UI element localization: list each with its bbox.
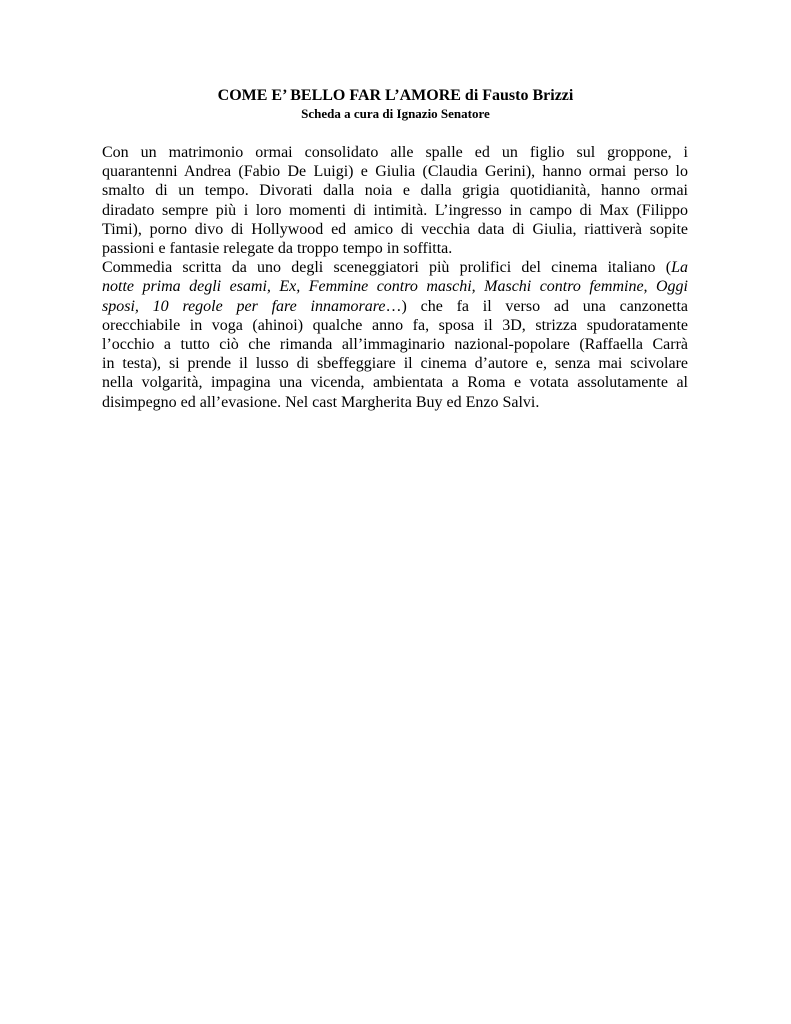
document-body [102,143,688,412]
body-line: in testa), si prende il lusso di sbeffeggiare il cinema d’autore e, senza mai scivolare [102,355,688,373]
body-line [102,297,688,316]
paragraph-review [102,258,688,412]
body-line [102,258,688,277]
document-title: COME E’ BELLO FAR L’AMORE di Fausto Brizzi [217,87,574,104]
body-line: smalto di un tempo. Divorati dalla noia e dalla grigia quotidianità, hanno ormai [102,182,688,200]
paragraph-plot [102,143,688,258]
body-line: Con un matrimonio ormai consolidato alle spalle ed un figlio sul groppone, i [102,144,688,161]
body-line: nella volgarità, impagina una vicenda, ambientata a Roma e votata assolutamente al [102,374,688,392]
film-titles-italic: sposi, 10 regole per fare innamorare [102,297,386,315]
body-line: diradato sempre più i loro momenti di intimità. L’ingresso in campo di Max (Filippo [102,201,688,219]
body-text-segment: …) che fa il verso ad una canzonetta [385,297,688,315]
document-subtitle: Scheda a cura di Ignazio Senatore [301,106,490,121]
body-line: l’occhio a tutto ciò che rimanda all’immaginario nazional-popolare (Raffaella Carrà [102,336,688,354]
film-title-italic: La [671,259,688,277]
body-line [102,277,688,296]
body-line: passioni e fantasie relegate da troppo tempo in soffitta. [102,240,453,258]
body-text-segment: Commedia scritta da uno degli sceneggiatori più prolifici del cinema italiano ( [102,259,672,277]
body-line: Timi), porno divo di Hollywood ed amico di vecchia data di Giulia, riattiverà sopite [102,220,688,238]
body-line: disimpegno ed all’evasione. Nel cast Margherita Buy ed Enzo Salvi. [102,393,540,411]
film-titles-italic: notte prima degli esami, Ex, Femmine contro maschi, Maschi contro femmine, Oggi [102,278,688,296]
body-line: quarantenni Andrea (Fabio De Luigi) e Giulia (Claudia Gerini), hanno ormai perso lo [102,163,688,181]
body-line: orecchiabile in voga (ahinoi) qualche anno fa, sposa il 3D, strizza spudoratamente [102,316,688,334]
